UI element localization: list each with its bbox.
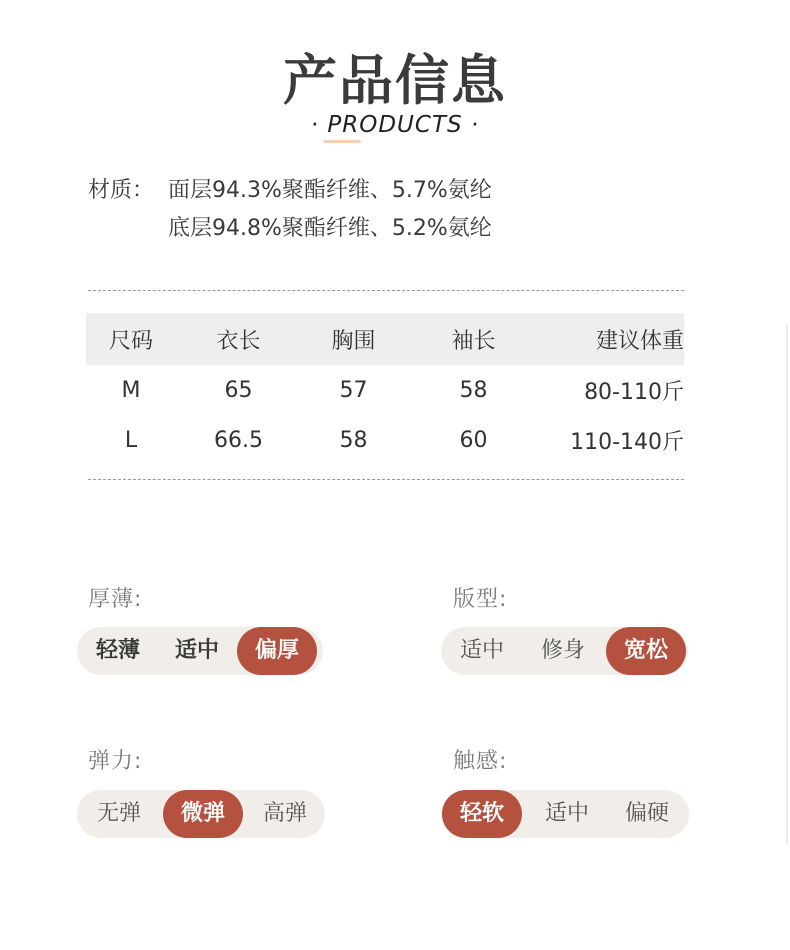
fit-option-loose[interactable]: 宽松 [606,627,686,675]
page-title: 产品信息 [283,49,507,112]
table-cell: 65 [224,377,253,403]
fit-label: 版型: [453,587,508,612]
table-header-cell: 胸围 [331,328,376,354]
table-cell: 58 [339,427,368,453]
table-header-cell: 衣长 [216,328,261,354]
elasticity-label: 弹力: [88,749,143,774]
elasticity-option-slight[interactable]: 微弹 [163,790,243,838]
fit-option-slim[interactable]: 修身 [540,638,585,663]
divider-bottom [88,479,684,480]
thickness-option-light[interactable]: 轻薄 [95,638,140,663]
fit-option-regular[interactable]: 适中 [459,638,504,663]
touch-label: 触感: [453,749,508,774]
material-info [88,172,492,248]
material-line-inner: 底层94.8%聚酯纤维、5.2%氨纶 [168,216,492,241]
table-row [86,365,684,415]
material-line-outer: 面层94.3%聚酯纤维、5.7%氨纶 [168,178,492,203]
touch-option-soft[interactable]: 轻软 [442,790,522,838]
right-edge-line [786,325,788,845]
size-table [86,313,684,465]
touch-option-hard[interactable]: 偏硬 [624,801,669,826]
table-header-cell: 尺码 [108,328,153,354]
touch-option-medium[interactable]: 适中 [544,801,589,826]
elasticity-selector [77,790,325,838]
table-cell: 80-110斤 [584,379,684,405]
material-row-1 [88,172,492,210]
table-row [86,415,684,465]
elasticity-option-high[interactable]: 高弹 [262,801,307,826]
divider-top [88,290,684,291]
touch-selector [441,790,689,838]
table-cell: M [121,377,141,403]
table-cell: L [124,427,138,453]
fit-selector [441,627,688,675]
table-header-row [86,313,684,365]
thickness-label: 厚薄: [88,587,143,612]
table-cell: 57 [339,377,368,403]
page-subtitle: · PRODUCTS · [310,112,480,138]
table-cell: 110-140斤 [570,429,684,455]
table-header-cell: 建议体重 [595,328,684,354]
thickness-option-medium[interactable]: 适中 [174,638,219,663]
material-row-2 [88,210,492,248]
elasticity-option-none[interactable]: 无弹 [96,801,141,826]
thickness-option-thick[interactable]: 偏厚 [237,627,317,675]
material-label: 材质： [88,178,155,203]
table-cell: 66.5 [214,427,263,453]
table-cell: 58 [459,377,488,403]
table-header-cell: 袖长 [451,328,496,354]
subtitle-accent-underline [323,140,361,143]
table-cell: 60 [459,427,488,453]
thickness-selector [77,627,323,675]
